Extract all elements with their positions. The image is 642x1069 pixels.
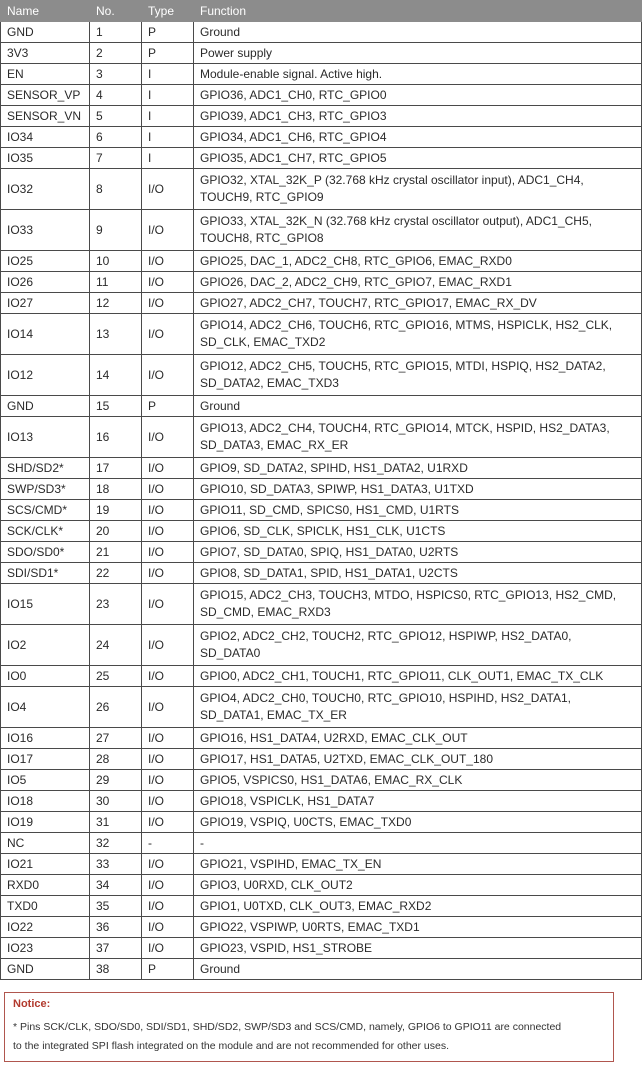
- pin-function-line: GPIO17, HS1_DATA5, U2TXD, EMAC_CLK_OUT_180: [200, 751, 493, 766]
- pin-number-cell: 17: [90, 458, 142, 479]
- pin-name-cell: IO18: [1, 791, 90, 812]
- pin-function-cell: [194, 272, 642, 293]
- pin-function-line: GPIO6, SD_CLK, SPICLK, HS1_CLK, U1CTS: [200, 523, 446, 538]
- pin-name-cell: SENSOR_VN: [1, 106, 90, 127]
- pin-name-cell: IO35: [1, 148, 90, 169]
- pin-function-line: GPIO8, SD_DATA1, SPID, HS1_DATA1, U2CTS: [200, 565, 458, 580]
- pin-type-cell: I: [142, 127, 194, 148]
- pin-name-cell: 3V3: [1, 43, 90, 64]
- table-row: [1, 521, 642, 542]
- pin-number-cell: 29: [90, 770, 142, 791]
- pin-type-cell: I/O: [142, 917, 194, 938]
- pin-type-cell: I/O: [142, 355, 194, 396]
- pin-function-line: GPIO10, SD_DATA3, SPIWP, HS1_DATA3, U1TXD: [200, 481, 474, 496]
- table-row: [1, 959, 642, 980]
- pin-function-cell: [194, 417, 642, 458]
- table-row: [1, 314, 642, 355]
- pin-number-cell: 21: [90, 542, 142, 563]
- table-row: [1, 210, 642, 251]
- pin-type-cell: I/O: [142, 938, 194, 959]
- table-row: [1, 749, 642, 770]
- pin-function-line: GPIO26, DAC_2, ADC2_CH9, RTC_GPIO7, EMAC_RXD1: [200, 274, 512, 289]
- pin-function-cell: [194, 938, 642, 959]
- pin-number-cell: 12: [90, 293, 142, 314]
- table-row: [1, 687, 642, 728]
- pin-number-cell: 14: [90, 355, 142, 396]
- pin-name-cell: IO12: [1, 355, 90, 396]
- pin-number-cell: 16: [90, 417, 142, 458]
- table-row: [1, 542, 642, 563]
- pin-type-cell: I/O: [142, 314, 194, 355]
- table-row: [1, 417, 642, 458]
- pin-function-line: -: [200, 835, 204, 850]
- pin-type-cell: -: [142, 833, 194, 854]
- pin-function-line: GPIO34, ADC1_CH6, RTC_GPIO4: [200, 129, 387, 144]
- pin-function-line: GPIO16, HS1_DATA4, U2RXD, EMAC_CLK_OUT: [200, 730, 468, 745]
- pin-function-line: GPIO0, ADC2_CH1, TOUCH1, RTC_GPIO11, CLK_OUT1, EMAC_TX_CLK: [200, 668, 604, 683]
- pin-function-line: GPIO25, DAC_1, ADC2_CH8, RTC_GPIO6, EMAC_RXD0: [200, 253, 512, 268]
- pin-number-cell: 28: [90, 749, 142, 770]
- pin-number-cell: 37: [90, 938, 142, 959]
- pin-function-cell: [194, 458, 642, 479]
- pin-name-cell: SENSOR_VP: [1, 85, 90, 106]
- pin-name-cell: RXD0: [1, 875, 90, 896]
- pin-function-cell: [194, 917, 642, 938]
- pin-function-cell: [194, 542, 642, 563]
- pin-function-line: GPIO39, ADC1_CH3, RTC_GPIO3: [200, 108, 387, 123]
- pin-function-line: TOUCH9, RTC_GPIO9: [200, 190, 324, 204]
- pin-name-cell: IO15: [1, 584, 90, 625]
- pin-function-cell: [194, 666, 642, 687]
- pin-type-cell: I/O: [142, 625, 194, 666]
- pin-name-cell: IO4: [1, 687, 90, 728]
- pin-type-cell: I/O: [142, 479, 194, 500]
- table-row: [1, 500, 642, 521]
- notice-line: * Pins SCK/CLK, SDO/SD0, SDI/SD1, SHD/SD2, SWP/SD3 and SCS/CMD, namely, GPIO6 to GPIO11 are connected: [13, 1021, 562, 1033]
- pin-function-line: GPIO18, VSPICLK, HS1_DATA7: [200, 793, 375, 808]
- pin-type-cell: I/O: [142, 791, 194, 812]
- pin-type-cell: I/O: [142, 812, 194, 833]
- pin-function-cell: [194, 854, 642, 875]
- pin-type-cell: I/O: [142, 417, 194, 458]
- pin-function-line: GPIO3, U0RXD, CLK_OUT2: [200, 877, 353, 892]
- pin-function-line: GPIO12, ADC2_CH5, TOUCH5, RTC_GPIO15, MTDI, HSPIQ, HS2_DATA2,: [200, 359, 606, 373]
- pin-name-cell: IO22: [1, 917, 90, 938]
- pin-name-cell: IO13: [1, 417, 90, 458]
- notice-title: Notice:: [13, 998, 51, 1010]
- pin-number-cell: 4: [90, 85, 142, 106]
- pin-number-cell: 6: [90, 127, 142, 148]
- pin-function-line: GPIO13, ADC2_CH4, TOUCH4, RTC_GPIO14, MTCK, HSPID, HS2_DATA3,: [200, 421, 610, 435]
- table-row: [1, 148, 642, 169]
- pin-function-cell: [194, 563, 642, 584]
- pin-name-cell: SCS/CMD*: [1, 500, 90, 521]
- table-row: [1, 666, 642, 687]
- pin-function-cell: [194, 396, 642, 417]
- pin-type-cell: I/O: [142, 293, 194, 314]
- pin-number-cell: 3: [90, 64, 142, 85]
- table-row: [1, 169, 642, 210]
- pin-type-cell: P: [142, 22, 194, 43]
- column-header-name: Name: [1, 1, 90, 22]
- pin-name-cell: SWP/SD3*: [1, 479, 90, 500]
- pin-function-cell: [194, 251, 642, 272]
- table-row: [1, 355, 642, 396]
- pin-function-cell: [194, 22, 642, 43]
- pin-function-line: SD_CMD, EMAC_RXD3: [200, 605, 331, 619]
- table-row: [1, 812, 642, 833]
- pin-function-line: GPIO23, VSPID, HS1_STROBE: [200, 940, 373, 955]
- pin-function-line: Module-enable signal. Active high.: [200, 66, 383, 81]
- pin-function-line: GPIO21, VSPIHD, EMAC_TX_EN: [200, 856, 382, 871]
- pin-type-cell: I/O: [142, 770, 194, 791]
- pin-type-cell: I/O: [142, 584, 194, 625]
- pin-function-cell: [194, 625, 642, 666]
- pin-function-line: GPIO22, VSPIWP, U0RTS, EMAC_TXD1: [200, 919, 420, 934]
- table-row: [1, 896, 642, 917]
- pin-type-cell: I/O: [142, 169, 194, 210]
- pin-number-cell: 8: [90, 169, 142, 210]
- table-row: [1, 85, 642, 106]
- pin-number-cell: 1: [90, 22, 142, 43]
- pin-function-line: GPIO14, ADC2_CH6, TOUCH6, RTC_GPIO16, MTMS, HSPICLK, HS2_CLK,: [200, 318, 613, 332]
- pin-name-cell: IO21: [1, 854, 90, 875]
- table-row: [1, 479, 642, 500]
- pin-type-cell: I/O: [142, 458, 194, 479]
- pin-function-line: Ground: [200, 398, 241, 413]
- notice-line: to the integrated SPI flash integrated on the module and are not recommended for other uses.: [13, 1040, 450, 1052]
- pin-rows: [1, 22, 642, 980]
- pin-function-line: GPIO35, ADC1_CH7, RTC_GPIO5: [200, 150, 387, 165]
- pin-function-line: GPIO36, ADC1_CH0, RTC_GPIO0: [200, 87, 387, 102]
- pin-name-cell: IO27: [1, 293, 90, 314]
- pin-function-line: GPIO19, VSPIQ, U0CTS, EMAC_TXD0: [200, 814, 412, 829]
- pin-number-cell: 24: [90, 625, 142, 666]
- pin-function-line: GPIO32, XTAL_32K_P (32.768 kHz crystal oscillator input), ADC1_CH4,: [200, 173, 584, 187]
- pin-number-cell: 10: [90, 251, 142, 272]
- pin-number-cell: 7: [90, 148, 142, 169]
- table-row: [1, 43, 642, 64]
- table-row: [1, 127, 642, 148]
- table-row: [1, 22, 642, 43]
- pin-number-cell: 15: [90, 396, 142, 417]
- pin-number-cell: 25: [90, 666, 142, 687]
- pin-name-cell: SDI/SD1*: [1, 563, 90, 584]
- table-row: [1, 875, 642, 896]
- pin-number-cell: 38: [90, 959, 142, 980]
- table-row: [1, 917, 642, 938]
- pin-function-cell: [194, 812, 642, 833]
- pin-function-line: GPIO7, SD_DATA0, SPIQ, HS1_DATA0, U2RTS: [200, 544, 459, 559]
- table-row: [1, 833, 642, 854]
- pin-type-cell: P: [142, 959, 194, 980]
- pin-number-cell: 19: [90, 500, 142, 521]
- pin-number-cell: 27: [90, 728, 142, 749]
- pin-function-cell: [194, 64, 642, 85]
- table-row: [1, 272, 642, 293]
- pin-function-cell: [194, 959, 642, 980]
- pin-type-cell: I/O: [142, 687, 194, 728]
- pin-name-cell: EN: [1, 64, 90, 85]
- pin-type-cell: I: [142, 106, 194, 127]
- pin-function-cell: [194, 833, 642, 854]
- pin-name-cell: GND: [1, 396, 90, 417]
- pin-function-cell: [194, 687, 642, 728]
- table-row: [1, 791, 642, 812]
- pin-function-line: SD_CLK, EMAC_TXD2: [200, 335, 326, 349]
- pin-function-line: SD_DATA1, EMAC_TX_ER: [200, 708, 347, 722]
- pin-function-cell: [194, 791, 642, 812]
- pin-function-cell: [194, 169, 642, 210]
- pin-function-cell: [194, 85, 642, 106]
- pin-name-cell: IO26: [1, 272, 90, 293]
- table-row: [1, 458, 642, 479]
- pin-function-line: GPIO2, ADC2_CH2, TOUCH2, RTC_GPIO12, HSPIWP, HS2_DATA0,: [200, 629, 572, 643]
- notice-text: [13, 1018, 605, 1056]
- pin-type-cell: I: [142, 64, 194, 85]
- pin-function-line: GPIO27, ADC2_CH7, TOUCH7, RTC_GPIO17, EMAC_RX_DV: [200, 295, 537, 310]
- pin-function-cell: [194, 314, 642, 355]
- pin-name-cell: IO17: [1, 749, 90, 770]
- pin-name-cell: TXD0: [1, 896, 90, 917]
- table-row: [1, 584, 642, 625]
- pin-type-cell: I/O: [142, 210, 194, 251]
- pin-function-cell: [194, 500, 642, 521]
- table-row: [1, 251, 642, 272]
- table-row: [1, 563, 642, 584]
- pin-type-cell: I/O: [142, 666, 194, 687]
- pin-number-cell: 23: [90, 584, 142, 625]
- pin-type-cell: I/O: [142, 272, 194, 293]
- pin-name-cell: IO32: [1, 169, 90, 210]
- column-header-type: Type: [142, 1, 194, 22]
- table-row: [1, 625, 642, 666]
- pin-function-cell: [194, 127, 642, 148]
- pin-name-cell: IO25: [1, 251, 90, 272]
- pin-type-cell: P: [142, 43, 194, 64]
- pin-name-cell: IO33: [1, 210, 90, 251]
- pin-function-line: GPIO11, SD_CMD, SPICS0, HS1_CMD, U1RTS: [200, 502, 459, 517]
- pin-function-cell: [194, 293, 642, 314]
- pin-number-cell: 33: [90, 854, 142, 875]
- pin-name-cell: SHD/SD2*: [1, 458, 90, 479]
- pin-function-cell: [194, 749, 642, 770]
- pin-number-cell: 26: [90, 687, 142, 728]
- notice-box: [4, 992, 614, 1062]
- pin-function-cell: [194, 875, 642, 896]
- pin-function-line: GPIO4, ADC2_CH0, TOUCH0, RTC_GPIO10, HSPIHD, HS2_DATA1,: [200, 691, 572, 705]
- pin-function-line: GPIO9, SD_DATA2, SPIHD, HS1_DATA2, U1RXD: [200, 460, 468, 475]
- pin-function-cell: [194, 896, 642, 917]
- pin-type-cell: I/O: [142, 749, 194, 770]
- pin-type-cell: I/O: [142, 251, 194, 272]
- pin-number-cell: 34: [90, 875, 142, 896]
- table-header-row: [1, 1, 642, 22]
- pin-function-line: Ground: [200, 24, 241, 39]
- pin-function-line: SD_DATA2, EMAC_TXD3: [200, 376, 339, 390]
- pin-function-cell: [194, 521, 642, 542]
- pin-number-cell: 32: [90, 833, 142, 854]
- pin-name-cell: SDO/SD0*: [1, 542, 90, 563]
- table-row: [1, 396, 642, 417]
- pin-function-cell: [194, 43, 642, 64]
- pin-name-cell: IO5: [1, 770, 90, 791]
- pin-name-cell: IO19: [1, 812, 90, 833]
- table-row: [1, 106, 642, 127]
- pin-number-cell: 30: [90, 791, 142, 812]
- pin-function-cell: [194, 770, 642, 791]
- table-row: [1, 293, 642, 314]
- pin-number-cell: 22: [90, 563, 142, 584]
- pin-number-cell: 18: [90, 479, 142, 500]
- pin-function-line: TOUCH8, RTC_GPIO8: [200, 231, 324, 245]
- pin-function-line: SD_DATA3, EMAC_RX_ER: [200, 438, 349, 452]
- pin-type-cell: I/O: [142, 542, 194, 563]
- pin-type-cell: I/O: [142, 563, 194, 584]
- pin-type-cell: I: [142, 148, 194, 169]
- table-row: [1, 64, 642, 85]
- pin-number-cell: 35: [90, 896, 142, 917]
- pin-function-line: GPIO33, XTAL_32K_N (32.768 kHz crystal oscillator output), ADC1_CH5,: [200, 214, 592, 228]
- pin-number-cell: 9: [90, 210, 142, 251]
- column-header-no: No.: [90, 1, 142, 22]
- pin-number-cell: 36: [90, 917, 142, 938]
- table-row: [1, 854, 642, 875]
- pin-number-cell: 20: [90, 521, 142, 542]
- pin-type-cell: I/O: [142, 500, 194, 521]
- pin-type-cell: I/O: [142, 854, 194, 875]
- pin-name-cell: IO23: [1, 938, 90, 959]
- pin-function-cell: [194, 106, 642, 127]
- table-row: [1, 938, 642, 959]
- pin-function-line: GPIO5, VSPICS0, HS1_DATA6, EMAC_RX_CLK: [200, 772, 463, 787]
- pin-function-line: SD_DATA0: [200, 646, 261, 660]
- pin-function-cell: [194, 148, 642, 169]
- pin-name-cell: IO2: [1, 625, 90, 666]
- pin-function-line: GPIO1, U0TXD, CLK_OUT3, EMAC_RXD2: [200, 898, 432, 913]
- pin-function-cell: [194, 479, 642, 500]
- pin-number-cell: 13: [90, 314, 142, 355]
- pin-type-cell: P: [142, 396, 194, 417]
- pin-function-line: Power supply: [200, 45, 273, 60]
- pin-type-cell: I/O: [142, 728, 194, 749]
- pin-name-cell: GND: [1, 22, 90, 43]
- pin-type-cell: I: [142, 85, 194, 106]
- pin-type-cell: I/O: [142, 875, 194, 896]
- pin-function-cell: [194, 355, 642, 396]
- pin-name-cell: IO14: [1, 314, 90, 355]
- pin-type-cell: I/O: [142, 521, 194, 542]
- table-row: [1, 770, 642, 791]
- pin-function-line: GPIO15, ADC2_CH3, TOUCH3, MTDO, HSPICS0, RTC_GPIO13, HS2_CMD,: [200, 588, 617, 602]
- table-row: [1, 728, 642, 749]
- pin-number-cell: 31: [90, 812, 142, 833]
- pin-number-cell: 2: [90, 43, 142, 64]
- pin-name-cell: IO34: [1, 127, 90, 148]
- pin-function-cell: [194, 584, 642, 625]
- pin-function-cell: [194, 210, 642, 251]
- pin-name-cell: SCK/CLK*: [1, 521, 90, 542]
- pin-number-cell: 11: [90, 272, 142, 293]
- column-header-function: Function: [194, 1, 642, 22]
- pin-function-line: Ground: [200, 961, 241, 976]
- pin-name-cell: IO0: [1, 666, 90, 687]
- pin-function-cell: [194, 728, 642, 749]
- pin-type-cell: I/O: [142, 896, 194, 917]
- pin-name-cell: GND: [1, 959, 90, 980]
- pin-name-cell: NC: [1, 833, 90, 854]
- pin-name-cell: IO16: [1, 728, 90, 749]
- pin-number-cell: 5: [90, 106, 142, 127]
